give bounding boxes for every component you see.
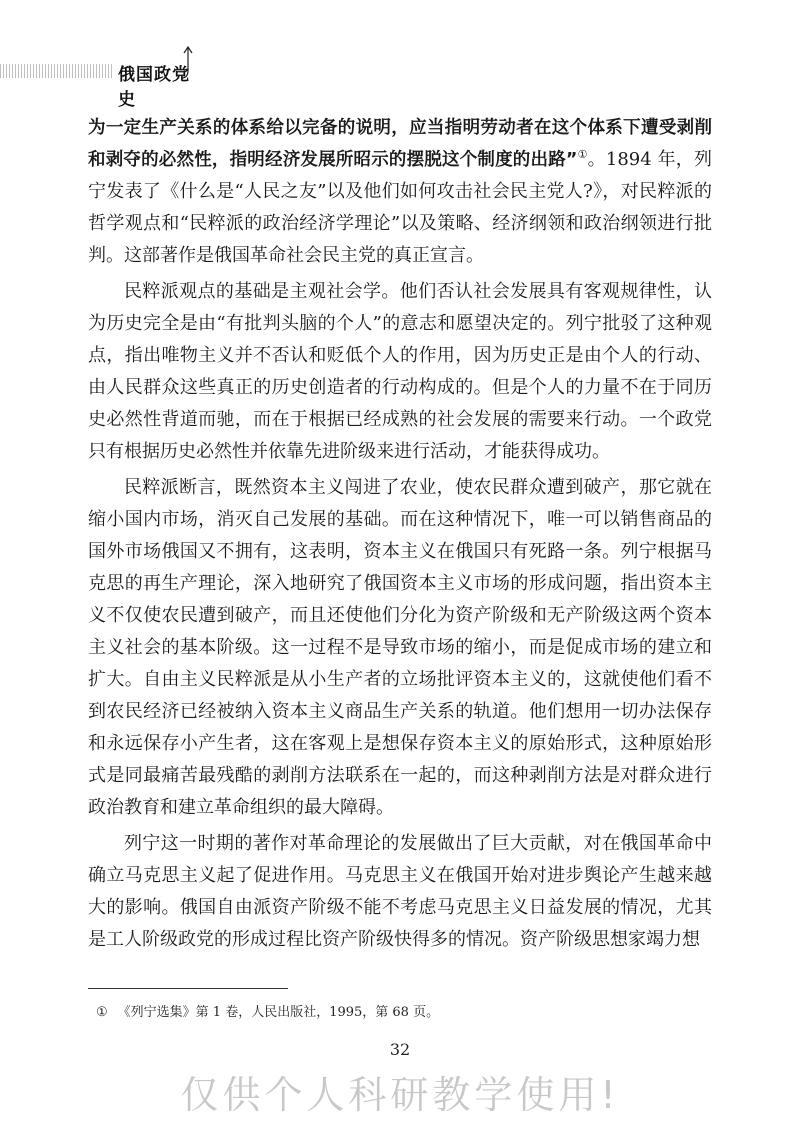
quoted-bold-text: 为一定生产关系的体系给以完备的说明，应当指明劳动者在这个体系下遭受剥削和剥夺的必然性，指明经济发展所昭示的摆脱这个制度的出路” bbox=[88, 118, 712, 170]
paragraph-1-rest: 。1894 年，列宁发表了《什么是“人民之友”以及他们如何攻击社会民主党人?》，对民粹派的哲学观点和“民粹派的政治经济学理论”以及策略、经济纲领和政治纲领进行批判。这部著作是俄国革命社会民主党的真正宣言。 bbox=[88, 149, 713, 266]
footnote-mark: ① bbox=[96, 1005, 108, 1020]
footnote-ref[interactable]: ① bbox=[577, 148, 588, 161]
footnote bbox=[96, 1004, 696, 1022]
watermark: 仅供个人科研教学使用! bbox=[180, 1073, 620, 1117]
header-title: 俄国政党史 bbox=[118, 65, 190, 110]
body-text bbox=[88, 112, 712, 956]
paragraph-1 bbox=[88, 112, 712, 272]
arrow-up-icon bbox=[176, 44, 198, 80]
running-header bbox=[0, 44, 200, 110]
header-band bbox=[0, 64, 112, 78]
paragraph-4: 列宁这一时期的著作对革命理论的发展做出了巨大贡献，对在俄国革命中确立马克思主义起了促进作用。马克思主义在俄国开始对进步舆论产生越来越大的影响。俄国自由派资产阶级不能不考虑马克思主义日益发展的情况，尤其是工人阶级政党的形成过程比资产阶级快得多的情况。资产阶级思想家竭力想 bbox=[88, 833, 712, 950]
page-number: 32 bbox=[389, 1040, 411, 1059]
footnote-text: 《列宁选集》第 1 卷，人民出版社，1995，第 68 页。 bbox=[117, 1005, 440, 1020]
paragraph-3: 民粹派断言，既然资本主义闯进了农业，使农民群众遭到破产，那它就在缩小国内市场，消灭自己发展的基础。而在这种情况下，唯一可以销售商品的国外市场俄国又不拥有，这表明，资本主义在俄国只有死路一条。列宁根据马克思的再生产理论，深入地研究了俄国资本主义市场的形成问题，指出资本主义不仅使农民遭到破产，而且还使他们分化为资产阶级和无产阶级这两个资本主义社会的基本阶级。这一过程不是导致市场的缩小，而是促成市场的建立和扩大。自由主义民粹派是从小生产者的立场批评资本主义的，这就使他们看不到农民经济已经被纳入资本主义商品生产关系的轨道。他们想用一切办法保存和永远保存小产生者，这在客观上是想保存资本主义的原始形式，这种原始形式是同最痛苦最残酷的剥削方法联系在一起的，而这种剥削方法是对群众进行政治教育和建立革命组织的最大障碍。 bbox=[88, 477, 712, 818]
paragraph-2: 民粹派观点的基础是主观社会学。他们否认社会发展具有客观规律性，认为历史完全是由“有批判头脑的个人”的意志和愿望决定的。列宁批驳了这种观点，指出唯物主义并不否认和贬低个人的作用，因为历史正是由个人的行动、由人民群众这些真正的历史创造者的行动构成的。但是个人的力量不在于同历史必然性背道而驰，而在于根据已经成熟的社会发展的需要来行动。一个政党只有根据历史必然性并依靠先进阶级来进行活动，才能获得成功。 bbox=[88, 281, 712, 462]
footnote-divider bbox=[88, 988, 288, 989]
